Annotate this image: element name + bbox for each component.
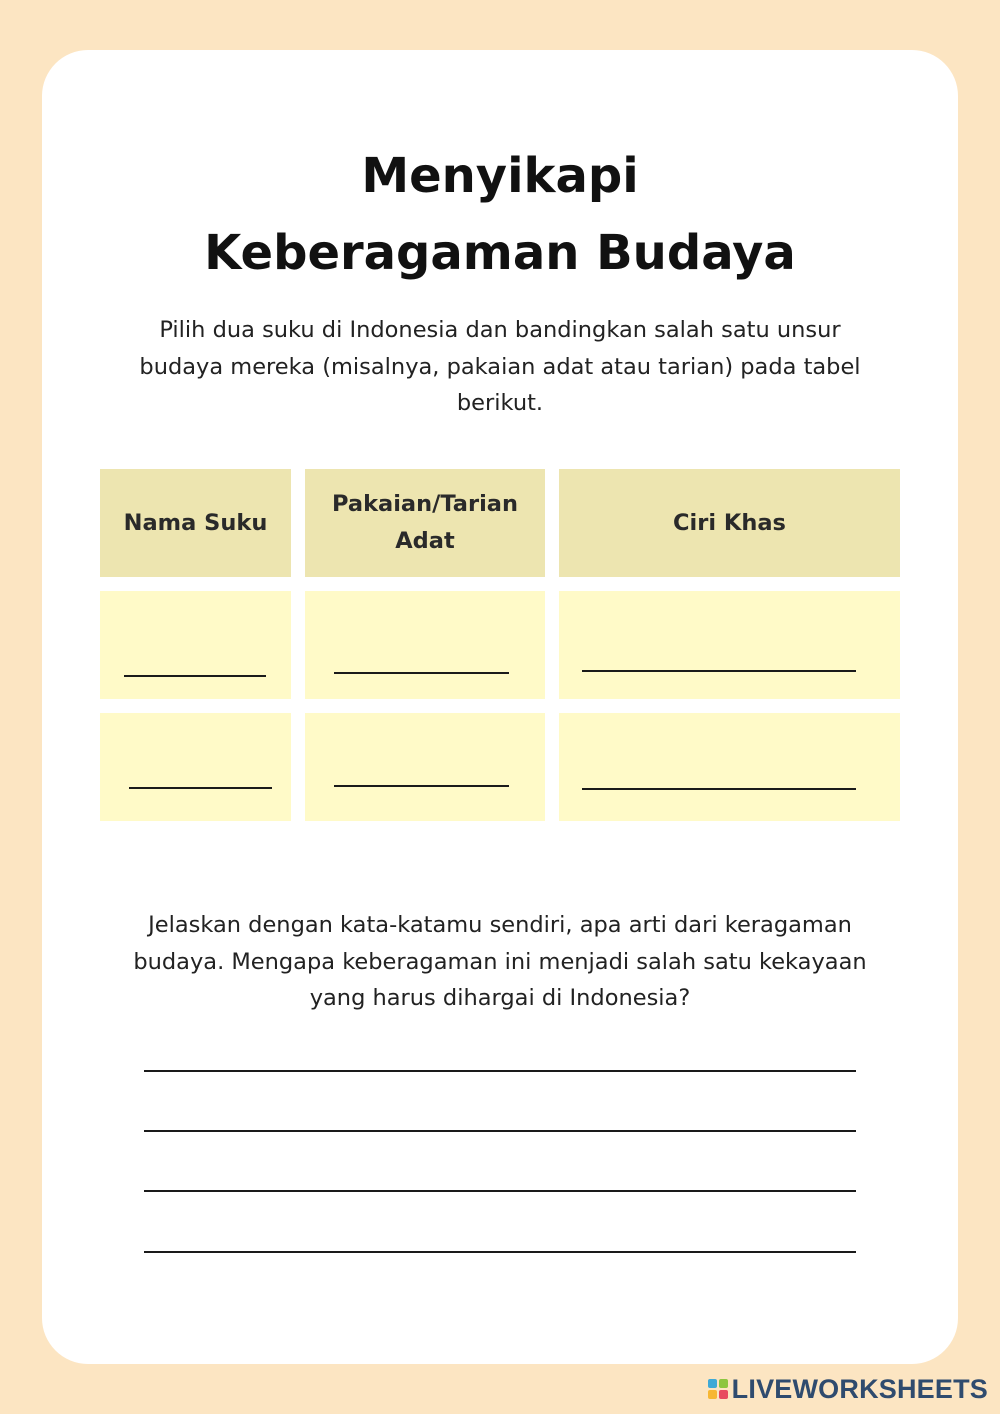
liveworksheets-logo-icon bbox=[708, 1379, 728, 1399]
essay-answer-line-1[interactable] bbox=[144, 1070, 856, 1072]
blank-row1-pakaian-tarian[interactable] bbox=[334, 672, 509, 674]
liveworksheets-brand[interactable] bbox=[708, 1372, 988, 1406]
table-cell-row2-pakaian-tarian bbox=[305, 713, 545, 821]
blank-row2-nama-suku[interactable] bbox=[129, 787, 272, 789]
table-cell-row1-pakaian-tarian bbox=[305, 591, 545, 699]
brand-name: LIVEWORKSHEETS bbox=[731, 1374, 988, 1404]
table-instruction: Pilih dua suku di Indonesia dan bandingkan salah satu unsur budaya mereka (misalnya, pakaian adat atau tarian) pada tabel berikut. bbox=[139, 317, 861, 416]
essay-answer-line-4[interactable] bbox=[144, 1251, 856, 1253]
blank-row2-ciri-khas[interactable] bbox=[582, 788, 856, 790]
header-ciri-khas bbox=[559, 469, 900, 577]
title-line-1: Menyikapi bbox=[361, 148, 639, 204]
table-cell-row2-nama-suku bbox=[100, 713, 291, 821]
table-cell-row2-ciri-khas bbox=[559, 713, 900, 821]
table-cell-row1-nama-suku bbox=[100, 591, 291, 699]
blank-row1-nama-suku[interactable] bbox=[124, 675, 266, 677]
blank-row2-pakaian-tarian[interactable] bbox=[334, 785, 509, 787]
essay-answer-line-3[interactable] bbox=[144, 1190, 856, 1192]
header-pakaian-tarian-adat bbox=[305, 469, 545, 577]
header-label: Nama Suku bbox=[123, 509, 268, 536]
essay-answer-line-2[interactable] bbox=[144, 1130, 856, 1132]
blank-row1-ciri-khas[interactable] bbox=[582, 670, 856, 672]
header-nama-suku bbox=[100, 469, 291, 577]
worksheet-card bbox=[42, 50, 958, 1364]
header-label: Pakaian/Tarian Adat bbox=[332, 491, 518, 554]
table-cell-row1-ciri-khas bbox=[559, 591, 900, 699]
title-line-2: Keberagaman Budaya bbox=[204, 225, 796, 281]
worksheet-title bbox=[42, 138, 958, 292]
essay-question: Jelaskan dengan kata-katamu sendiri, apa arti dari keragaman budaya. Mengapa keberagaman ini menjadi salah satu kekayaan yang harus dihargai di Indonesia? bbox=[133, 912, 867, 1011]
header-label: Ciri Khas bbox=[673, 509, 786, 536]
